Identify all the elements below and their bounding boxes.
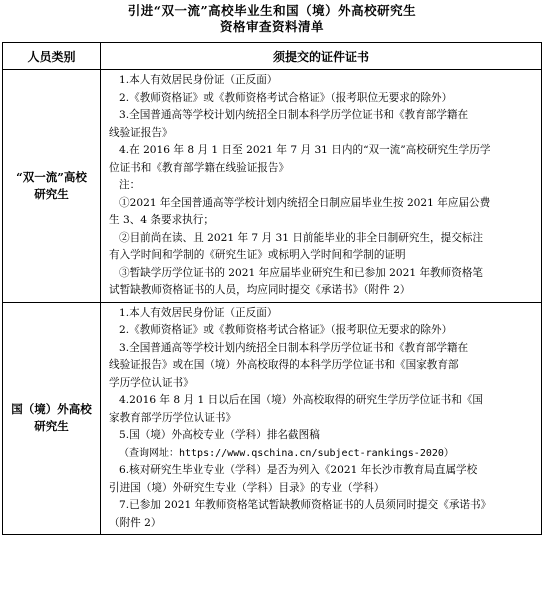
list-item: 1.本人有效居民身份证（正反面） — [119, 74, 278, 86]
list-item: 家教育部学历学位认证书》 — [109, 411, 237, 424]
list-item: 2.《教师资格证》或《教师资格考试合格证》（报考职位无要求的除外） — [119, 324, 453, 336]
list-item: 3.全国普通高等学校计划内统招全日制本科学历学位证书和《教育部学籍在 — [119, 109, 469, 121]
list-item: 试暂缺教师资格证书的人员，均应同时提交《承诺书》（附件 2） — [109, 284, 411, 296]
requirements-table — [2, 42, 542, 535]
document-subtitle: 资格审查资料清单 — [219, 19, 324, 34]
list-item: ②目前尚在读、且 2021 年 7 月 31 日前能毕业的非全日制研究生，提交标注 — [119, 231, 484, 244]
list-item: 6.核对研究生毕业专业（学科）是否为列入《2021 年长沙市教育局直属学校 — [119, 464, 478, 476]
documents-cell — [101, 70, 542, 303]
list-item: 4.在 2016 年 8 月 1 日至 2021 年 7 月 31 日内的“双一流”高校研究生学历学 — [119, 144, 491, 156]
category-cell — [3, 302, 101, 535]
category-label: 研究生 — [34, 419, 69, 434]
list-item: 3.全国普通高等学校计划内统招全日制本科学历学位证书和《教育部学籍在 — [119, 341, 469, 354]
list-item: 5.国（境）外高校专业（学科）排名截图稿 — [119, 429, 320, 441]
list-item: 学历学位认证书》 — [109, 376, 194, 389]
note-label: 注： — [119, 179, 141, 191]
list-item: ①2021 年全国普通高等学校计划内统招全日制应届毕业生按 2021 年应届公费 — [119, 196, 491, 209]
table-header-row — [3, 43, 542, 70]
table-row — [3, 302, 542, 535]
list-item: 7.已参加 2021 年教师资格笔试暂缺教师资格证书的人员须同时提交《承诺书》 — [119, 499, 492, 511]
documents-cell — [101, 302, 542, 535]
document-title: 引进“双一流”高校毕业生和国（境）外高校研究生 — [127, 3, 417, 18]
list-item: 2.《教师资格证》或《教师资格考试合格证》（报考职位无要求的除外） — [119, 91, 453, 104]
query-url: （查询网址：https://www.qschina.cn/subject-rankings-2020） — [119, 447, 454, 459]
category-cell — [3, 70, 101, 303]
category-label: “双一流”高校 — [16, 169, 87, 184]
list-item: 位证书和《教育部学籍在线验证报告》 — [109, 161, 290, 174]
list-item: （附件 2） — [109, 516, 162, 529]
list-item: 4.2016 年 8 月 1 日以后在国（境）外高校取得的研究生学历学位证书和《国 — [119, 394, 484, 406]
list-item: 引进国（境）外研究生专业（学科）目录》的专业（学科） — [109, 481, 385, 494]
header-documents: 须提交的证件证书 — [101, 43, 542, 70]
list-item: 线验证报告》 — [109, 126, 173, 139]
category-label: 研究生 — [34, 186, 69, 201]
list-item: 1.本人有效居民身份证（正反面） — [119, 306, 278, 319]
table-row — [3, 70, 542, 303]
list-item: 生 3、4 条要求执行； — [109, 214, 214, 226]
header-category: 人员类别 — [3, 43, 101, 70]
category-label: 国（境）外高校 — [11, 402, 92, 417]
list-item: 线验证报告》或在国（境）外高校取得的本科学历学位证书和《国家教育部 — [109, 359, 459, 371]
list-item: ③暂缺学历学位证书的 2021 年应届毕业研究生和已参加 2021 年教师资格笔 — [119, 266, 484, 279]
list-item: 有入学时间和学制的《研究生证》或标明入学时间和学制的证明 — [109, 249, 406, 261]
